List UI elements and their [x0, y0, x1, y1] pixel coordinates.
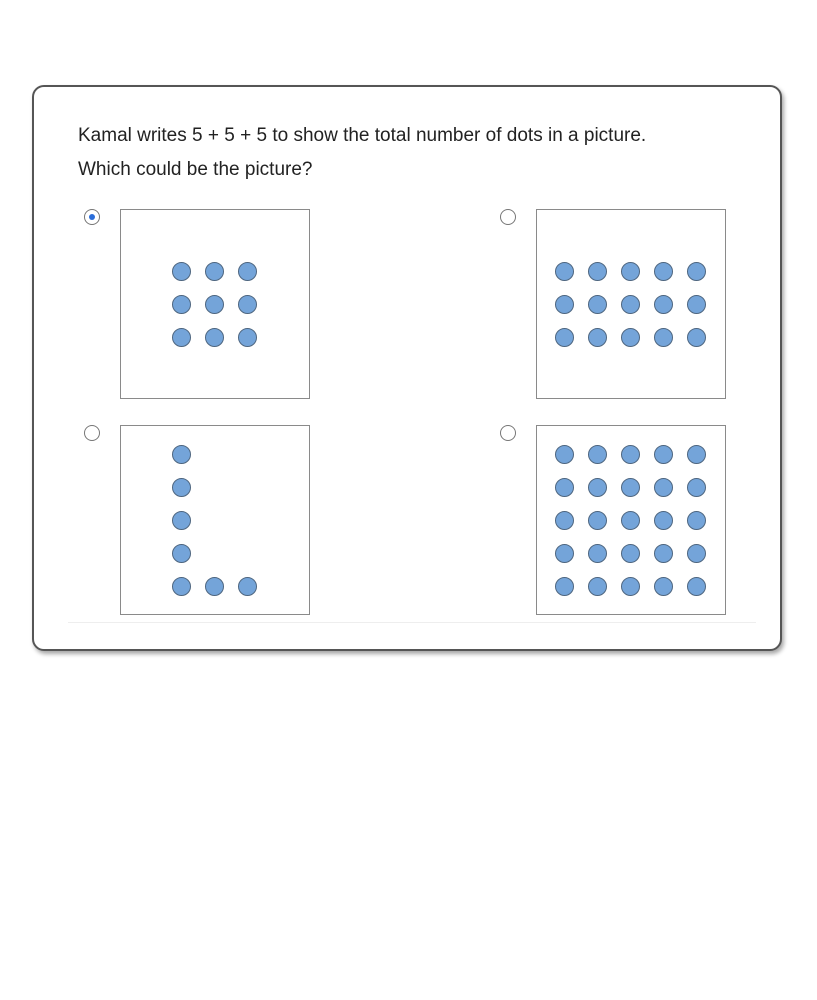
option-b-picture[interactable] — [536, 209, 726, 399]
dot — [205, 328, 224, 347]
dot — [588, 262, 607, 281]
dot — [205, 295, 224, 314]
radio-option-a[interactable] — [84, 209, 100, 225]
dot — [621, 544, 640, 563]
dot — [555, 544, 574, 563]
dot — [654, 577, 673, 596]
option-c-picture[interactable] — [120, 425, 310, 615]
dot — [555, 295, 574, 314]
dot — [172, 511, 191, 530]
dot — [687, 262, 706, 281]
option-a-picture[interactable] — [120, 209, 310, 399]
question-text — [78, 119, 758, 187]
dot — [654, 511, 673, 530]
dot — [588, 445, 607, 464]
radio-option-c[interactable] — [84, 425, 100, 441]
dot — [205, 577, 224, 596]
dot — [588, 577, 607, 596]
dot — [172, 262, 191, 281]
dot — [654, 544, 673, 563]
dot — [172, 445, 191, 464]
dot — [172, 295, 191, 314]
dot — [687, 478, 706, 497]
dot — [555, 445, 574, 464]
dot — [621, 295, 640, 314]
dot — [621, 577, 640, 596]
dot — [588, 328, 607, 347]
option-d-picture[interactable] — [536, 425, 726, 615]
dot — [621, 328, 640, 347]
dot — [654, 295, 673, 314]
dot — [555, 577, 574, 596]
dot — [205, 262, 224, 281]
dot — [687, 544, 706, 563]
dot — [172, 328, 191, 347]
dot — [172, 544, 191, 563]
dot — [621, 478, 640, 497]
dot — [588, 544, 607, 563]
dot — [654, 328, 673, 347]
dot — [555, 328, 574, 347]
dot — [687, 511, 706, 530]
dot — [654, 445, 673, 464]
dot — [555, 478, 574, 497]
question-card — [32, 85, 782, 651]
question-line-1: Kamal writes 5 + 5 + 5 to show the total number of dots in a picture. — [78, 125, 647, 146]
dot — [621, 262, 640, 281]
dot — [238, 262, 257, 281]
dot — [172, 577, 191, 596]
question-line-2: Which could be the picture? — [78, 159, 313, 180]
dot — [687, 577, 706, 596]
radio-option-b[interactable] — [500, 209, 516, 225]
dot — [238, 577, 257, 596]
dot — [687, 328, 706, 347]
dot — [621, 511, 640, 530]
dot — [654, 478, 673, 497]
dot — [238, 328, 257, 347]
dot — [172, 478, 191, 497]
divider — [68, 622, 756, 623]
dot — [588, 295, 607, 314]
dot — [621, 445, 640, 464]
dot — [238, 295, 257, 314]
dot — [555, 262, 574, 281]
dot — [588, 511, 607, 530]
dot — [687, 295, 706, 314]
dot — [687, 445, 706, 464]
dot — [555, 511, 574, 530]
dot — [654, 262, 673, 281]
dot — [588, 478, 607, 497]
radio-option-d[interactable] — [500, 425, 516, 441]
